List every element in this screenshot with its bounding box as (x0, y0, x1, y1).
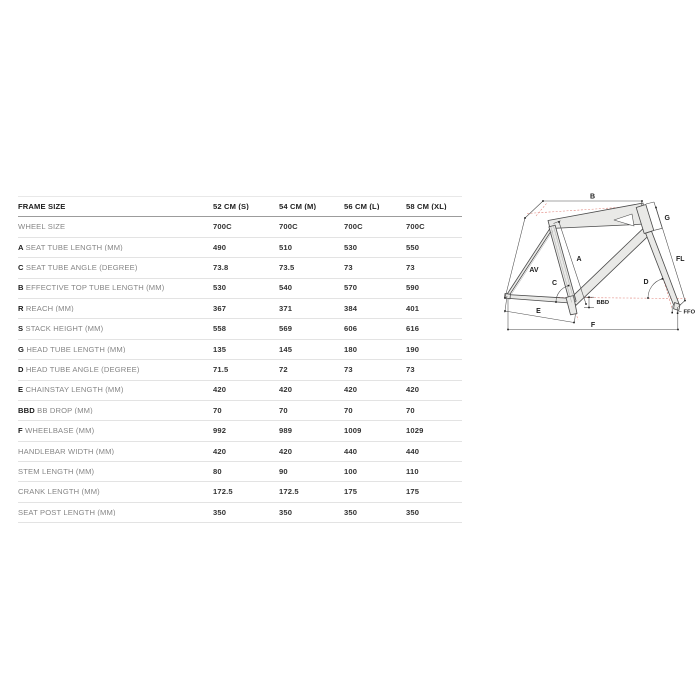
row-value: 367 (213, 304, 227, 313)
row-value: 992 (213, 427, 227, 435)
row-value: 590 (406, 284, 420, 293)
dim-label-b: B (589, 193, 596, 201)
bike-frame (505, 203, 680, 315)
row-value: 371 (279, 304, 293, 313)
table-header-row (18, 197, 462, 217)
dim-label-a: A (576, 256, 582, 263)
dim-label-av: AV (529, 267, 539, 274)
table-row (18, 217, 462, 237)
row-label: SEAT POST LENGTH (MM) (18, 508, 116, 517)
table-row (18, 238, 462, 258)
row-value: 73 (344, 264, 353, 272)
dim-label-bbd: BBD (596, 300, 610, 306)
table-header-label: FRAME SIZE (18, 202, 66, 211)
row-value: 135 (213, 345, 227, 354)
column-header-58cm: 58 CM (XL) (406, 202, 447, 211)
column-header-54cm: 54 CM (M) (279, 202, 317, 211)
row-label: CRANK LENGTH (MM) (18, 488, 100, 496)
chain-stay (509, 295, 571, 303)
row-label-prefix: B (18, 284, 26, 293)
row-value: 145 (279, 345, 293, 354)
row-value: 420 (279, 386, 293, 394)
row-label: B EFFECTIVE TOP TUBE LENGTH (MM) (18, 284, 165, 293)
row-value: 1029 (406, 427, 424, 435)
row-value: 70 (213, 406, 222, 415)
dim-label-f: F (590, 322, 596, 329)
row-value: 1009 (344, 427, 362, 435)
row-value: 530 (344, 243, 358, 252)
row-value: 420 (344, 386, 358, 394)
dim-label-fl: FL (676, 256, 685, 263)
row-value: 172.5 (279, 488, 299, 496)
geometry-table (18, 196, 462, 523)
row-value: 175 (406, 488, 420, 496)
table-row (18, 258, 462, 278)
row-value: 172.5 (213, 488, 233, 496)
row-value: 71.5 (213, 366, 229, 374)
row-label: WHEEL SIZE (18, 223, 66, 231)
row-label: E CHAINSTAY LENGTH (MM) (18, 386, 124, 394)
row-value: 73.5 (279, 264, 295, 272)
row-value: 70 (344, 406, 353, 415)
row-label-prefix: S (18, 325, 26, 333)
row-value: 440 (406, 447, 420, 456)
table-row (18, 299, 462, 319)
row-value: 530 (213, 284, 227, 293)
column-header-52cm: 52 CM (S) (213, 202, 249, 211)
row-value: 100 (344, 467, 358, 476)
row-value: 72 (279, 366, 288, 374)
row-value: 420 (213, 386, 227, 394)
table-row (18, 319, 462, 339)
row-value: 420 (279, 447, 293, 456)
row-value: 606 (344, 325, 358, 333)
row-value: 490 (213, 243, 227, 252)
table-row (18, 401, 462, 421)
row-value: 569 (279, 325, 293, 333)
row-value: 190 (406, 345, 420, 354)
table-row (18, 340, 462, 360)
row-value: 350 (213, 508, 227, 517)
row-value: 420 (406, 386, 420, 394)
row-value: 73.8 (213, 264, 229, 272)
row-value: 350 (279, 508, 293, 517)
row-value: 510 (279, 243, 293, 252)
row-value: 70 (406, 406, 415, 415)
row-label-prefix: R (18, 304, 26, 313)
row-value: 73 (406, 366, 415, 374)
row-value: 700C (213, 223, 232, 231)
row-label: S STACK HEIGHT (MM) (18, 325, 104, 333)
row-label: HANDLEBAR WIDTH (MM) (18, 447, 115, 456)
row-label: R REACH (MM) (18, 304, 74, 313)
row-value: 175 (344, 488, 358, 496)
row-value: 700C (406, 223, 425, 231)
row-label: G HEAD TUBE LENGTH (MM) (18, 345, 126, 354)
table-row (18, 360, 462, 380)
row-label: STEM LENGTH (MM) (18, 467, 95, 476)
geometry-table-body (18, 217, 462, 523)
frame-geometry-diagram (480, 172, 700, 342)
seat-tube (549, 225, 576, 303)
row-value: 550 (406, 243, 420, 252)
row-label-prefix: A (18, 243, 26, 252)
row-value: 350 (344, 508, 358, 517)
row-label-prefix: F (18, 427, 26, 435)
table-row (18, 462, 462, 482)
row-value: 989 (279, 427, 293, 435)
row-label: A SEAT TUBE LENGTH (MM) (18, 243, 123, 252)
table-row (18, 381, 462, 401)
table-row (18, 421, 462, 441)
row-value: 180 (344, 345, 358, 354)
row-label: F WHEELBASE (MM) (18, 427, 95, 435)
row-value: 570 (344, 284, 358, 293)
row-value: 700C (344, 223, 363, 231)
row-value: 350 (406, 508, 420, 517)
row-value: 440 (344, 447, 358, 456)
row-value: 80 (213, 467, 222, 476)
row-value: 73 (344, 366, 353, 374)
row-label-prefix: BBD (18, 406, 38, 415)
table-row (18, 482, 462, 502)
dim-label-ffo: FFO (683, 309, 696, 316)
row-value: 401 (406, 304, 420, 313)
fork-blade (646, 231, 679, 307)
row-value: 110 (406, 467, 419, 476)
row-label-prefix: G (18, 345, 27, 354)
row-value: 420 (213, 447, 227, 456)
row-label-prefix: C (18, 264, 26, 272)
row-label: C SEAT TUBE ANGLE (DEGREE) (18, 264, 138, 272)
row-label-prefix: E (18, 386, 26, 394)
column-header-56cm: 56 CM (L) (344, 202, 380, 211)
down-tube (570, 228, 650, 305)
table-row (18, 442, 462, 462)
dim-label-c: C (551, 280, 558, 287)
row-value: 70 (279, 406, 288, 415)
row-value: 700C (279, 223, 298, 231)
dim-label-e: E (536, 308, 541, 315)
row-label: D HEAD TUBE ANGLE (DEGREE) (18, 366, 140, 374)
row-value: 540 (279, 284, 293, 293)
row-label: BBD BB DROP (MM) (18, 406, 93, 415)
row-value: 90 (279, 467, 288, 476)
table-row (18, 279, 462, 299)
row-label-prefix: D (18, 366, 26, 374)
table-row (18, 503, 462, 523)
row-value: 558 (213, 325, 227, 333)
row-value: 616 (406, 325, 420, 333)
row-value: 73 (406, 264, 415, 272)
dim-label-d: D (643, 279, 649, 286)
row-value: 384 (344, 304, 358, 313)
dim-label-g: G (664, 215, 670, 222)
